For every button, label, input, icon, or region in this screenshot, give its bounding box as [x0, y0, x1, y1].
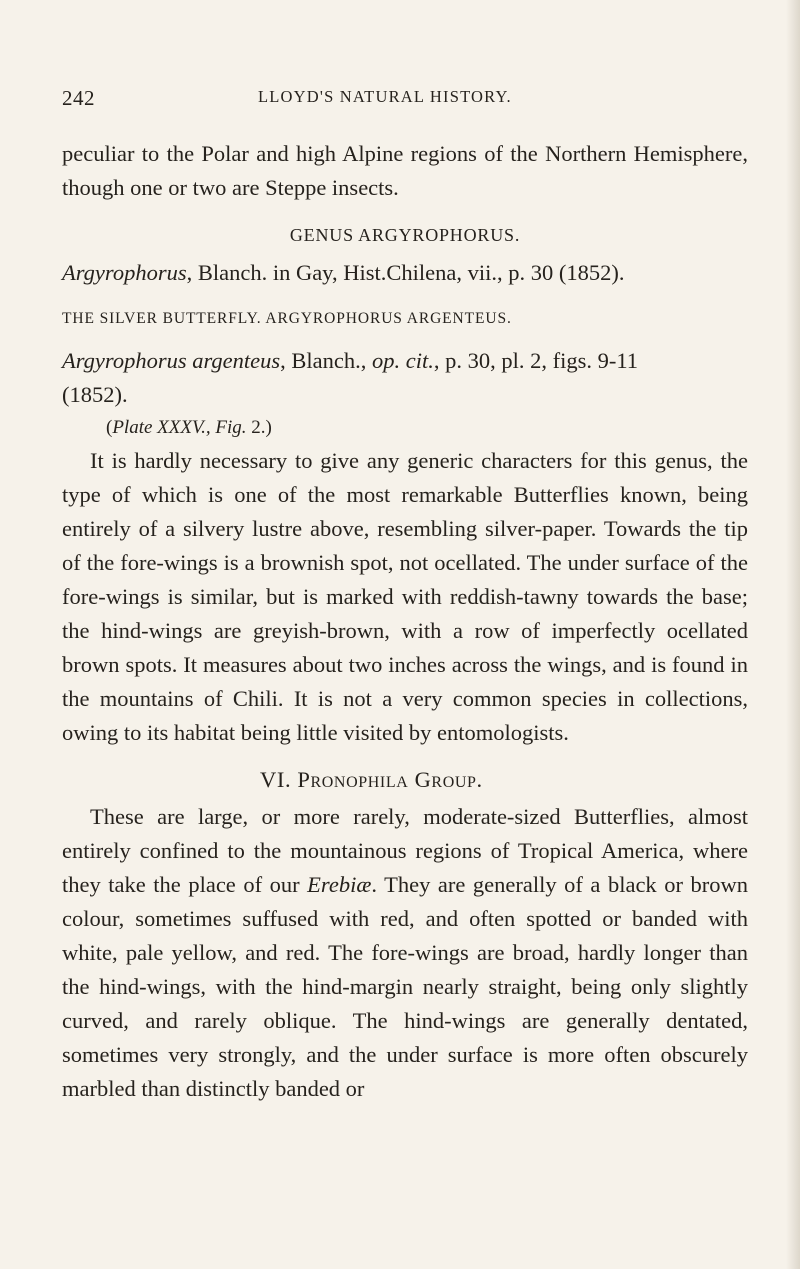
plate-reference — [62, 412, 748, 444]
genus-ref-name: Argyrophorus — [62, 260, 187, 285]
species-reference — [62, 344, 748, 412]
group-text-1: These are large, or more rarely, moderate-sized Butterflies, almost entirely confined to the mountainous regions of Tropical America, where they take the place of our — [62, 804, 748, 897]
page-edge-shadow — [786, 0, 800, 1269]
species-ref-year: (1852). — [62, 382, 128, 407]
species-ref-text-2: , p. 30, pl. 2, figs. 9-11 — [433, 348, 639, 373]
plate-close: 2.) — [246, 417, 272, 438]
page-header — [62, 86, 742, 116]
plate-open: ( — [106, 417, 113, 438]
body-text — [62, 137, 748, 1106]
group-paragraph — [62, 800, 748, 1106]
species-ref-op-cit: op. cit. — [371, 348, 434, 373]
group-text-italic: Erebiæ — [307, 872, 372, 897]
species-ref-name: Argyrophorus argenteus — [62, 348, 281, 373]
species-heading: THE SILVER BUTTERFLY. ARGYROPHORUS ARGENTEUS. — [62, 310, 512, 327]
species-description: It is hardly necessary to give any generic characters for this genus, the type of which is one of the most remarkable Butterflies known, being entirely of a silvery lustre above, resembling silver-paper. Towards the tip of the fore-wings is a brownish spot, not ocellated. The under surface of the fore-wings is similar, but is marked with reddish-tawny towards the base; the hind-wings are greyish-brown, with a row of imperfectly ocellated brown spots. It measures about two inches across the wings, and is found in the mountains of Chili. It is not a very common species in collections, owing to its habitat being little visited by entomologists. — [62, 448, 748, 745]
group-heading: VI. Pronophila Group. — [260, 767, 483, 792]
genus-heading: GENUS ARGYROPHORUS. — [289, 225, 521, 245]
species-ref-text-1: , Blanch., — [280, 348, 372, 373]
group-text-2: . They are generally of a black or brown colour, sometimes suffused with red, and often spotted or banded with white, pale yellow, and red. The fore-wings are broad, hardly longer than the hind-wings, with the hind-margin nearly straight, being only slightly curved, and rarely oblique. The hind-wings are generally dentated, sometimes very strongly, and the under surface is more often obscurely marbled than distinctly banded or — [62, 872, 748, 1101]
plate-label: Plate XXXV., Fig. — [112, 417, 247, 438]
page-number: 242 — [62, 86, 95, 110]
intro-paragraph: peculiar to the Polar and high Alpine regions of the Northern Hemisphere, though one or two are Steppe insects. — [62, 141, 748, 200]
genus-ref-text: , Blanch. in Gay, Hist.Chilena, vii., p. 30 (1852). — [186, 260, 625, 285]
running-head: LLOYD'S NATURAL HISTORY. — [258, 87, 512, 106]
genus-reference — [62, 256, 748, 290]
